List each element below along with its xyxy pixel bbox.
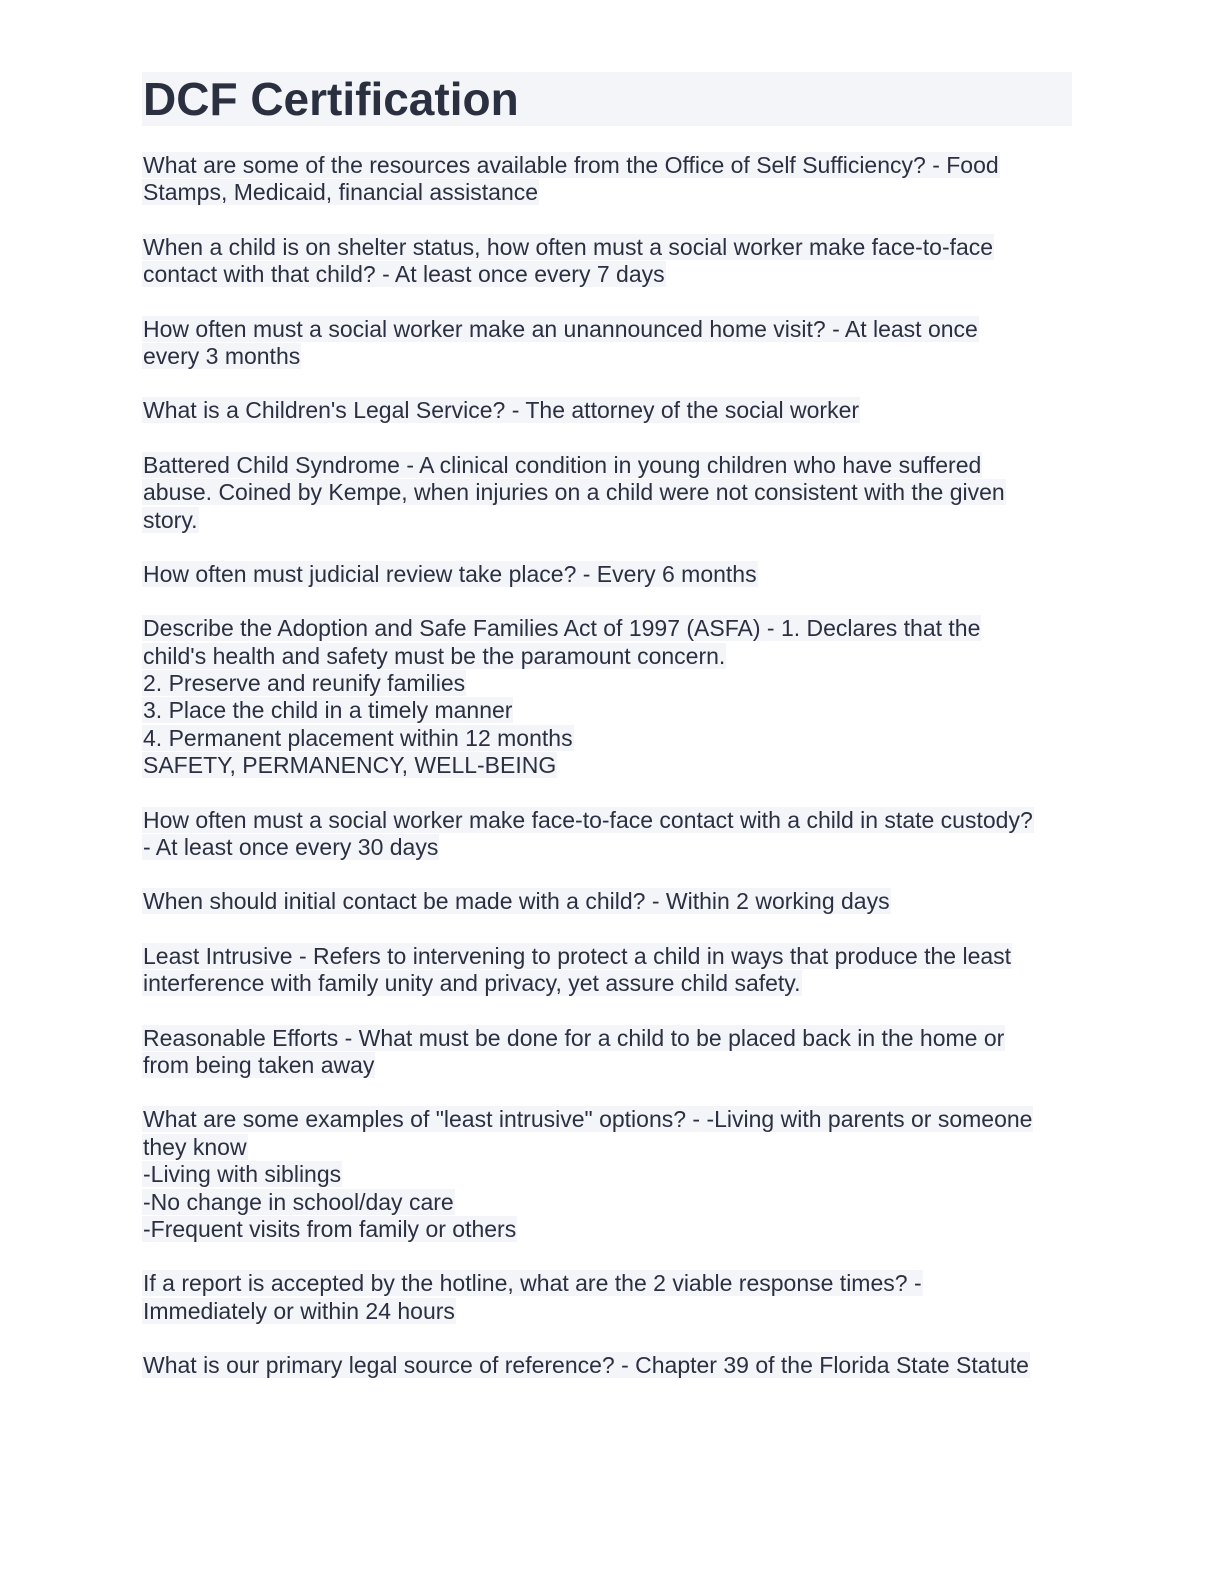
flashcard-entry [142,1106,1072,1243]
entry-line-text: Immediately or within 24 hours [143,1297,455,1324]
entry-line [142,234,1072,261]
entry-line [142,452,1072,479]
page-title: DCF Certification [143,73,519,125]
entry-line [142,752,1072,779]
entry-line-text: 2. Preserve and reunify families [143,670,466,697]
entry-line [142,970,1072,997]
entry-line-text: they know [143,1133,247,1160]
entry-line-text: How often must a social worker make an unannounced home visit? - At least once [143,315,978,342]
entry-line-text: Describe the Adoption and Safe Families Act of 1997 (ASFA) - 1. Declares that the [143,615,981,642]
entry-line [142,179,1072,206]
flashcard-entry [142,452,1072,534]
entry-line [142,615,1072,642]
entry-line-text: Reasonable Efforts - What must be done for a child to be placed back in the home or [143,1024,1005,1051]
entry-line [142,725,1072,752]
entry-line-text: every 3 months [143,342,301,369]
entry-line [142,943,1072,970]
entry-line-text: SAFETY, PERMANENCY, WELL-BEING [143,752,557,779]
entry-line-text: from being taken away [143,1051,375,1078]
flashcard-entry [142,1352,1072,1379]
entry-line-text: What is a Children's Legal Service? - The attorney of the social worker [143,397,860,424]
entry-line [142,507,1072,534]
entry-line [142,1106,1072,1133]
entry-line [142,152,1072,179]
entry-line [142,316,1072,343]
flashcard-entry [142,397,1072,424]
entry-line [142,670,1072,697]
entry-line [142,1025,1072,1052]
entry-line [142,343,1072,370]
flashcard-entry [142,1025,1072,1080]
entry-line [142,643,1072,670]
entry-line-text: How often must judicial review take place? - Every 6 months [143,560,757,587]
entry-line [142,1352,1072,1379]
flashcard-list [142,152,1072,1380]
flashcard-entry [142,943,1072,998]
entry-line-text: When should initial contact be made with a child? - Within 2 working days [143,888,890,915]
entry-line [142,888,1072,915]
entry-line-text: Battered Child Syndrome - A clinical condition in young children who have suffered [143,451,982,478]
entry-line-text: If a report is accepted by the hotline, what are the 2 viable response times? - [143,1270,922,1297]
entry-line-text: story. [143,506,198,533]
entry-line-text: What is our primary legal source of reference? - Chapter 39 of the Florida State Statute [143,1352,1029,1379]
entry-line [142,261,1072,288]
entry-line [142,807,1072,834]
entry-line-text: How often must a social worker make face-to-face contact with a child in state custody? [143,806,1033,833]
flashcard-entry [142,888,1072,915]
flashcard-entry [142,615,1072,779]
entry-line-text: - At least once every 30 days [143,834,439,861]
entry-line-text: -Frequent visits from family or others [143,1215,517,1242]
entry-line [142,1134,1072,1161]
flashcard-entry [142,807,1072,862]
entry-line [142,1298,1072,1325]
flashcard-entry [142,152,1072,207]
entry-line [142,1161,1072,1188]
entry-line [142,397,1072,424]
entry-line [142,479,1072,506]
entry-line [142,697,1072,724]
entry-line [142,1189,1072,1216]
entry-line-text: interference with family unity and privacy, yet assure child safety. [143,970,801,997]
entry-line-text: Least Intrusive - Refers to intervening to protect a child in ways that produce the least [143,942,1012,969]
entry-line-text: What are some examples of "least intrusive" options? - -Living with parents or someone [143,1106,1033,1133]
entry-line-text: 3. Place the child in a timely manner [143,697,513,724]
flashcard-entry [142,1270,1072,1325]
entry-line-text: -No change in school/day care [143,1188,454,1215]
entry-line-text: When a child is on shelter status, how often must a social worker make face-to-face [143,233,994,260]
flashcard-entry [142,561,1072,588]
title-bar [142,72,1072,126]
entry-line-text: 4. Permanent placement within 12 months [143,724,573,751]
entry-line-text: contact with that child? - At least once every 7 days [143,261,665,288]
entry-line-text: -Living with siblings [143,1161,342,1188]
entry-line [142,834,1072,861]
entry-line-text: Stamps, Medicaid, financial assistance [143,179,539,206]
entry-line [142,561,1072,588]
entry-line [142,1216,1072,1243]
entry-line [142,1270,1072,1297]
entry-line-text: What are some of the resources available from the Office of Self Sufficiency? - Food [143,152,999,178]
entry-line-text: child's health and safety must be the paramount concern. [143,642,726,669]
flashcard-entry [142,316,1072,371]
document-page [142,72,1072,1407]
flashcard-entry [142,234,1072,289]
entry-line [142,1052,1072,1079]
entry-line-text: abuse. Coined by Kempe, when injuries on a child were not consistent with the given [143,479,1005,506]
